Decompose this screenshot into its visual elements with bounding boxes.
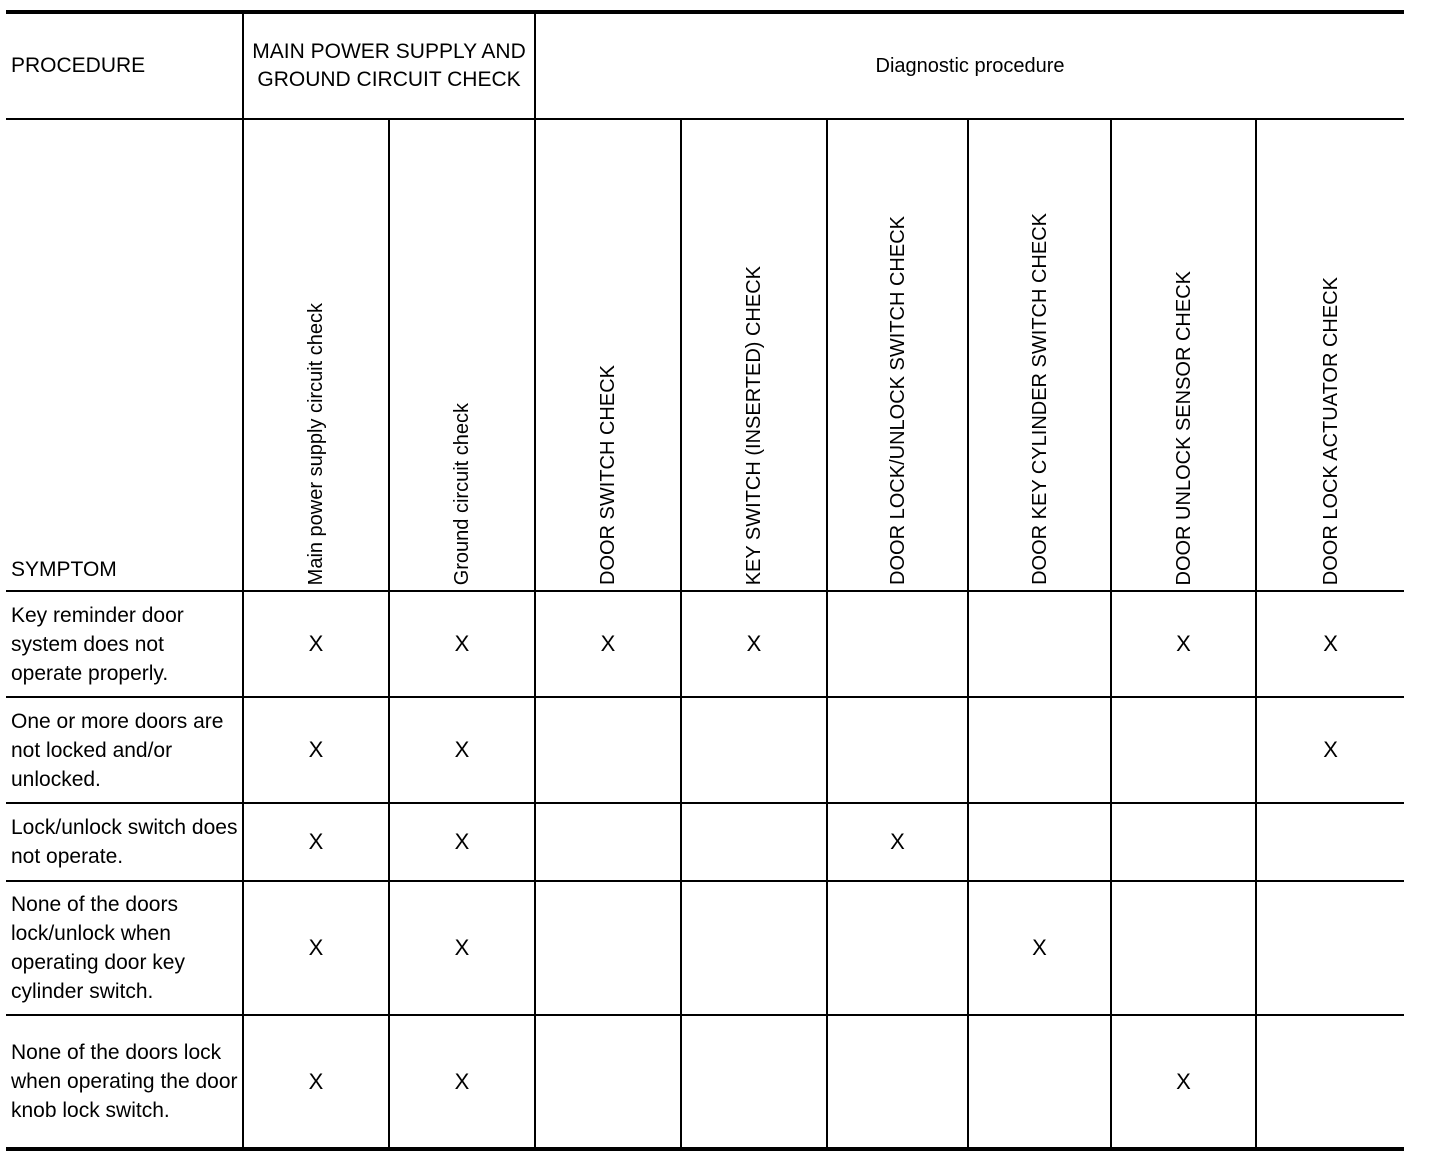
mark-cell: X	[389, 1015, 535, 1149]
mark-cell	[968, 591, 1111, 697]
mark-cell: X	[535, 591, 681, 697]
group-header-row	[6, 12, 1404, 119]
col-header-text: DOOR KEY CYLINDER SWITCH CHECK	[1028, 213, 1051, 585]
mark-cell	[1256, 881, 1404, 1015]
symptom-cell: None of the doors lock/unlock when operating door key cylinder switch.	[6, 881, 243, 1015]
symptom-cell: None of the doors lock when operating the door knob lock switch.	[6, 1015, 243, 1149]
procedure-label: PROCEDURE	[6, 12, 243, 119]
table-row	[6, 803, 1404, 881]
mark-cell	[1111, 881, 1256, 1015]
mark-cell: X	[1256, 591, 1404, 697]
mark-cell	[968, 803, 1111, 881]
col-header-main-power	[243, 119, 389, 591]
col-header-text: DOOR LOCK/UNLOCK SWITCH CHECK	[886, 216, 909, 585]
mark-cell	[968, 1015, 1111, 1149]
mark-cell: X	[389, 591, 535, 697]
mark-cell: X	[827, 803, 968, 881]
col-header-text: DOOR SWITCH CHECK	[597, 365, 620, 585]
diagnostic-table-container	[6, 10, 1404, 1151]
mark-cell	[827, 591, 968, 697]
col-header-ground	[389, 119, 535, 591]
mark-cell	[535, 803, 681, 881]
symptom-cell: One or more doors are not locked and/or unlocked.	[6, 697, 243, 803]
mark-cell: X	[243, 803, 389, 881]
mark-cell	[968, 697, 1111, 803]
mark-cell: X	[389, 803, 535, 881]
mark-cell: X	[681, 591, 827, 697]
mark-cell	[827, 881, 968, 1015]
diagnostic-table	[6, 10, 1404, 1151]
table-row	[6, 697, 1404, 803]
col-header-key-cylinder-switch	[968, 119, 1111, 591]
col-header-text: DOOR LOCK ACTUATOR CHECK	[1319, 276, 1342, 585]
column-header-row	[6, 119, 1404, 591]
group-diagnostic-procedure: Diagnostic procedure	[535, 12, 1404, 119]
mark-cell	[535, 881, 681, 1015]
mark-cell	[827, 1015, 968, 1149]
mark-cell	[535, 1015, 681, 1149]
mark-cell: X	[1111, 591, 1256, 697]
mark-cell	[535, 697, 681, 803]
group-main-power-ground: MAIN POWER SUPPLY AND GROUND CIRCUIT CHECK	[243, 12, 535, 119]
col-header-door-switch	[535, 119, 681, 591]
mark-cell	[681, 803, 827, 881]
mark-cell	[681, 881, 827, 1015]
symptom-cell: Key reminder door system does not operate properly.	[6, 591, 243, 697]
mark-cell: X	[1256, 697, 1404, 803]
col-header-unlock-sensor	[1111, 119, 1256, 591]
col-header-lock-unlock-switch	[827, 119, 968, 591]
symptom-cell: Lock/unlock switch does not operate.	[6, 803, 243, 881]
col-header-lock-actuator	[1256, 119, 1404, 591]
mark-cell: X	[389, 697, 535, 803]
mark-cell: X	[968, 881, 1111, 1015]
mark-cell	[1111, 697, 1256, 803]
symptom-label: SYMPTOM	[6, 119, 243, 591]
mark-cell: X	[389, 881, 535, 1015]
col-header-text: KEY SWITCH (INSERTED) CHECK	[743, 265, 766, 585]
mark-cell	[1256, 1015, 1404, 1149]
col-header-key-switch	[681, 119, 827, 591]
mark-cell	[681, 1015, 827, 1149]
mark-cell: X	[243, 1015, 389, 1149]
mark-cell	[1111, 803, 1256, 881]
mark-cell: X	[243, 591, 389, 697]
mark-cell: X	[1111, 1015, 1256, 1149]
table-row	[6, 591, 1404, 697]
col-header-text: Main power supply circuit check	[305, 302, 327, 585]
mark-cell: X	[243, 697, 389, 803]
mark-cell	[681, 697, 827, 803]
mark-cell	[1256, 803, 1404, 881]
mark-cell	[827, 697, 968, 803]
table-row	[6, 881, 1404, 1015]
mark-cell: X	[243, 881, 389, 1015]
col-header-text: Ground circuit check	[451, 402, 473, 585]
col-header-text: DOOR UNLOCK SENSOR CHECK	[1172, 270, 1195, 585]
table-row	[6, 1015, 1404, 1149]
